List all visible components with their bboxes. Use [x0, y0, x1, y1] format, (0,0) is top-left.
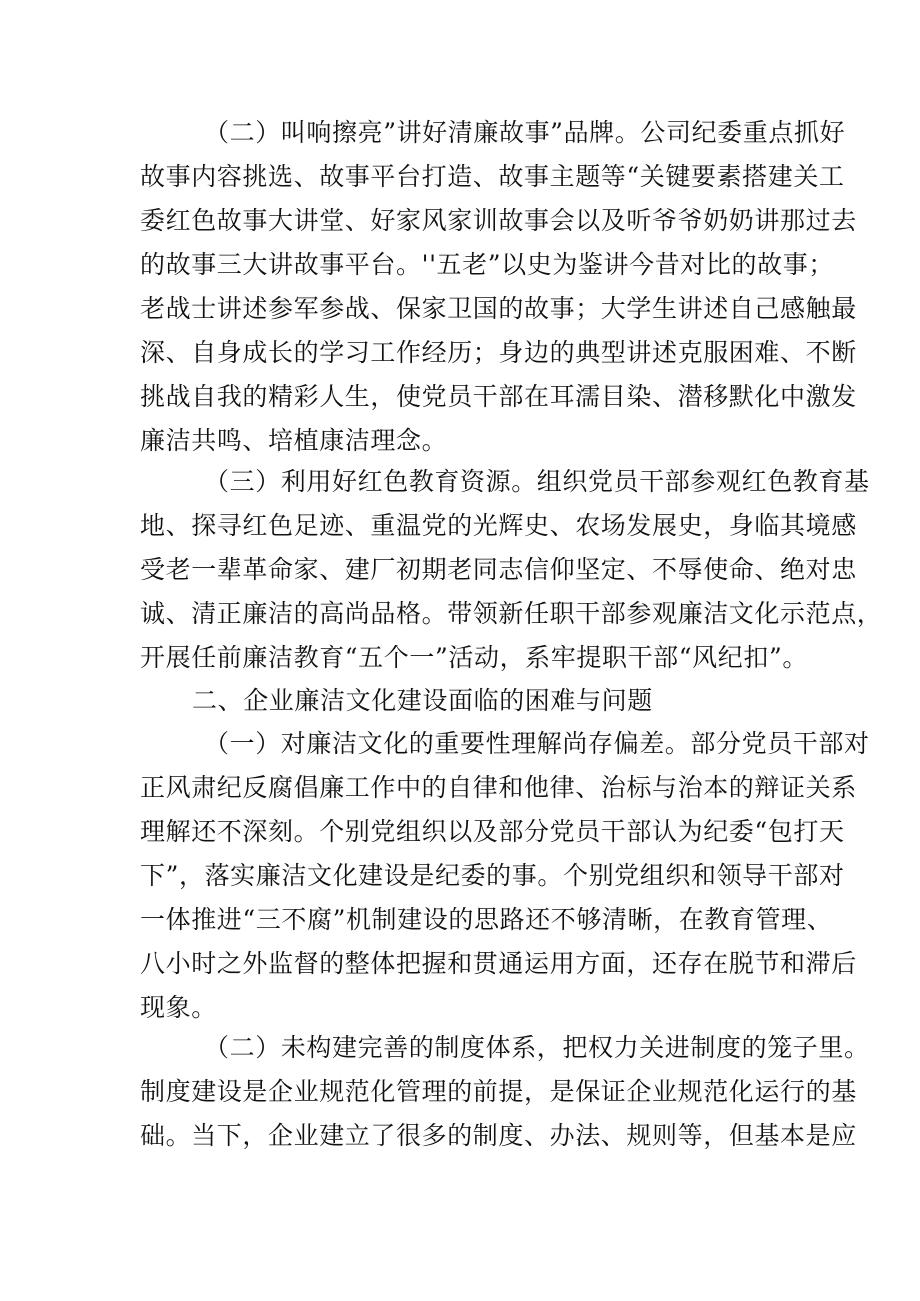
text-line: 八小时之外监督的整体把握和贯通运用方面，还存在脱节和滞后	[140, 949, 857, 978]
paragraph-brand-story	[140, 111, 857, 463]
text-line: （一）对廉洁文化的重要性理解尚存偏差。部分党员干部对	[204, 729, 870, 758]
paragraph-system-building	[140, 1026, 870, 1158]
text-line: 廉洁共鸣、培植康洁理念。	[140, 426, 448, 455]
text-line: 开展任前廉洁教育“五个一”活动，系牢提职干部“风纪扣”。	[140, 643, 808, 672]
text-line: 地、探寻红色足迹、重温党的光辉史、农场发展史，身临其境感	[140, 511, 857, 540]
text-line: 础。当下，企业建立了很多的制度、办法、规则等，但基本是应	[140, 1121, 857, 1150]
text-line: （二）未构建完善的制度体系，把权力关进制度的笼子里。	[204, 1033, 870, 1062]
paragraph-understanding-gap	[140, 722, 870, 1030]
text-line: 故事内容挑选、故事平台打造、故事主题等“关键要素搭建关工	[140, 162, 845, 191]
text-line: 理解还不深刻。个别党组织以及部分党员干部认为纪委“包打天	[140, 817, 845, 846]
text-line: 制度建设是企业规范化管理的前提，是保证企业规范化运行的基	[140, 1077, 857, 1106]
text-line: （二）叫响擦亮”讲好清廉故事”品牌。公司纪委重点抓好	[204, 118, 846, 147]
text-line: （三）利用好红色教育资源。组织党员干部参观红色教育基	[204, 467, 870, 496]
text-line: 诚、清正廉洁的高尚品格。带领新任职干部参观廉洁文化示范点，	[140, 599, 883, 628]
paragraph-red-education	[140, 460, 883, 680]
text-line: 老战士讲述参军参战、保家卫国的故事；大学生讲述自己感触最	[140, 294, 857, 323]
text-line: 正风肃纪反腐倡廉工作中的自律和他律、治标与治本的辩证关系	[140, 773, 857, 802]
text-line: 一体推进“三不腐”机制建设的思路还不够清晰，在教育管理、	[140, 905, 833, 934]
text-line: 深、自身成长的学习工作经历；身边的典型讲述克服困难、不断	[140, 338, 857, 367]
text-line: 的故事三大讲故事平台。''五老”以史为鉴讲今昔对比的故事；	[140, 250, 834, 279]
section-heading	[140, 679, 800, 723]
text-line: 下”，落实廉洁文化建设是纪委的事。个别党组织和领导干部对	[140, 861, 845, 890]
heading-line: 二、企业廉洁文化建设面临的困难与问题	[192, 686, 653, 715]
text-line: 委红色故事大讲堂、好家风家训故事会以及听爷爷奶奶讲那过去	[140, 206, 857, 235]
text-line: 现象。	[140, 993, 217, 1022]
text-line: 受老一辈革命家、建厂初期老同志信仰坚定、不辱使命、绝对忠	[140, 555, 857, 584]
text-line: 挑战自我的精彩人生，使党员干部在耳濡目染、潜移默化中激发	[140, 382, 857, 411]
